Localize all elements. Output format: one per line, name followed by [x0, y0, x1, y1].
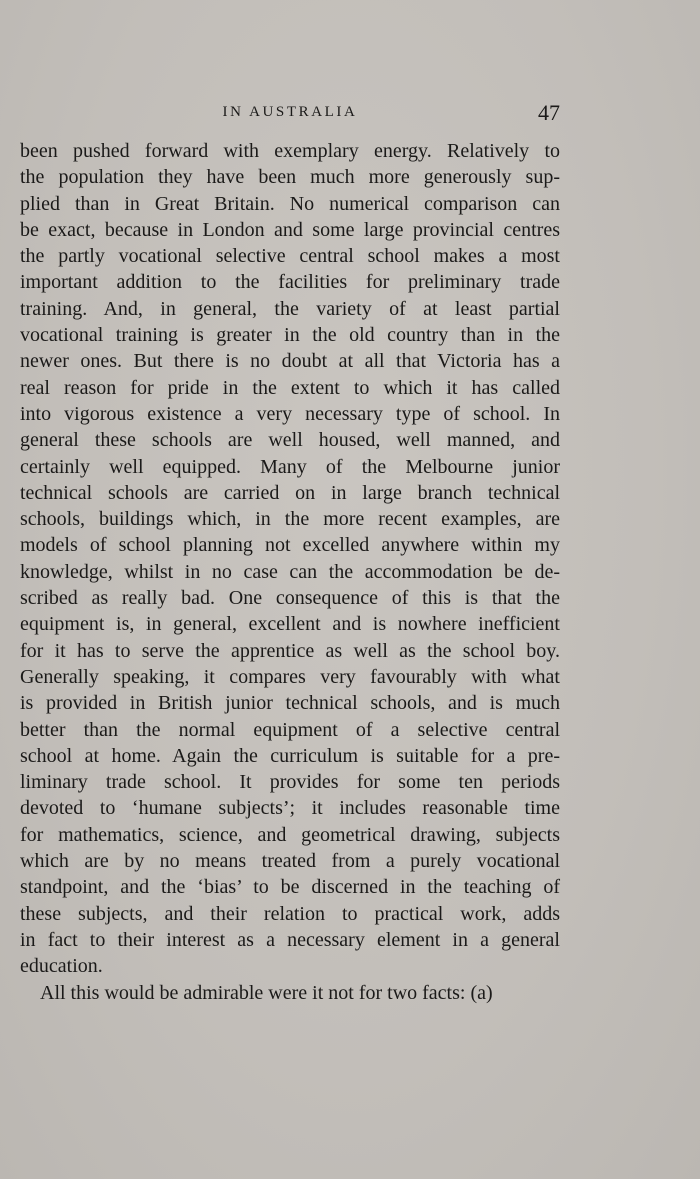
- text-line: the partly vocational selective central school makes a most: [20, 245, 560, 268]
- text-line: for it has to serve the apprentice as well as the school boy.: [20, 639, 560, 662]
- text-line: standpoint, and the ‘bias’ to be discerned in the teaching of: [20, 876, 560, 899]
- text-line: technical schools are carried on in large branch technical: [20, 481, 560, 504]
- text-line: equipment is, in general, excellent and is nowhere inefficient: [20, 613, 560, 636]
- text-line: devoted to ‘humane subjects’; it includes reasonable time: [20, 797, 560, 820]
- text-line: plied than in Great Britain. No numerical comparison can: [20, 192, 560, 215]
- text-line: Generally speaking, it compares very favourably with what: [20, 665, 560, 688]
- running-title: IN AUSTRALIA: [222, 104, 358, 120]
- text-line: knowledge, whilst in no case can the accommodation be de-: [20, 560, 560, 583]
- text-line: for mathematics, science, and geometrical drawing, subjects: [20, 823, 560, 846]
- text-line: been pushed forward with exemplary energy. Relatively to: [20, 140, 560, 162]
- text-line: schools, buildings which, in the more recent examples, are: [20, 508, 560, 531]
- text-line: in fact to their interest as a necessary element in a general: [20, 928, 560, 951]
- text-line: certainly well equipped. Many of the Melbourne junior: [20, 455, 560, 478]
- paragraph-end-line: education.: [20, 955, 103, 978]
- text-line: models of school planning not excelled anywhere within my: [20, 534, 560, 557]
- text-line: liminary trade school. It provides for some ten periods: [20, 771, 560, 794]
- text-line: real reason for pride in the extent to which it has called: [20, 376, 560, 399]
- text-line: vocational training is greater in the old country than in the: [20, 324, 560, 347]
- text-line: the population they have been much more generously sup-: [20, 166, 560, 189]
- text-line: which are by no means treated from a purely vocational: [20, 850, 560, 873]
- page-number: 47: [538, 100, 560, 125]
- text-line: be exact, because in London and some large provincial centres: [20, 218, 560, 241]
- text-line: important addition to the facilities for preliminary trade: [20, 271, 560, 294]
- text-line: into vigorous existence a very necessary type of school. In: [20, 402, 560, 425]
- text-line: training. And, in general, the variety of at least partial: [20, 297, 560, 320]
- body-text: [20, 138, 560, 1006]
- paragraph-start-line: All this would be admirable were it not for two facts: (a): [40, 981, 493, 1004]
- running-head: [20, 100, 560, 130]
- text-line: these subjects, and their relation to practical work, adds: [20, 902, 560, 925]
- text-line: general these schools are well housed, well manned, and: [20, 429, 560, 452]
- text-line: is provided in British junior technical schools, and is much: [20, 692, 560, 715]
- text-line: scribed as really bad. One consequence of this is that the: [20, 587, 560, 610]
- text-line: newer ones. But there is no doubt at all that Victoria has a: [20, 350, 560, 373]
- text-line: better than the normal equipment of a selective central: [20, 718, 560, 741]
- text-line: school at home. Again the curriculum is suitable for a pre-: [20, 744, 560, 767]
